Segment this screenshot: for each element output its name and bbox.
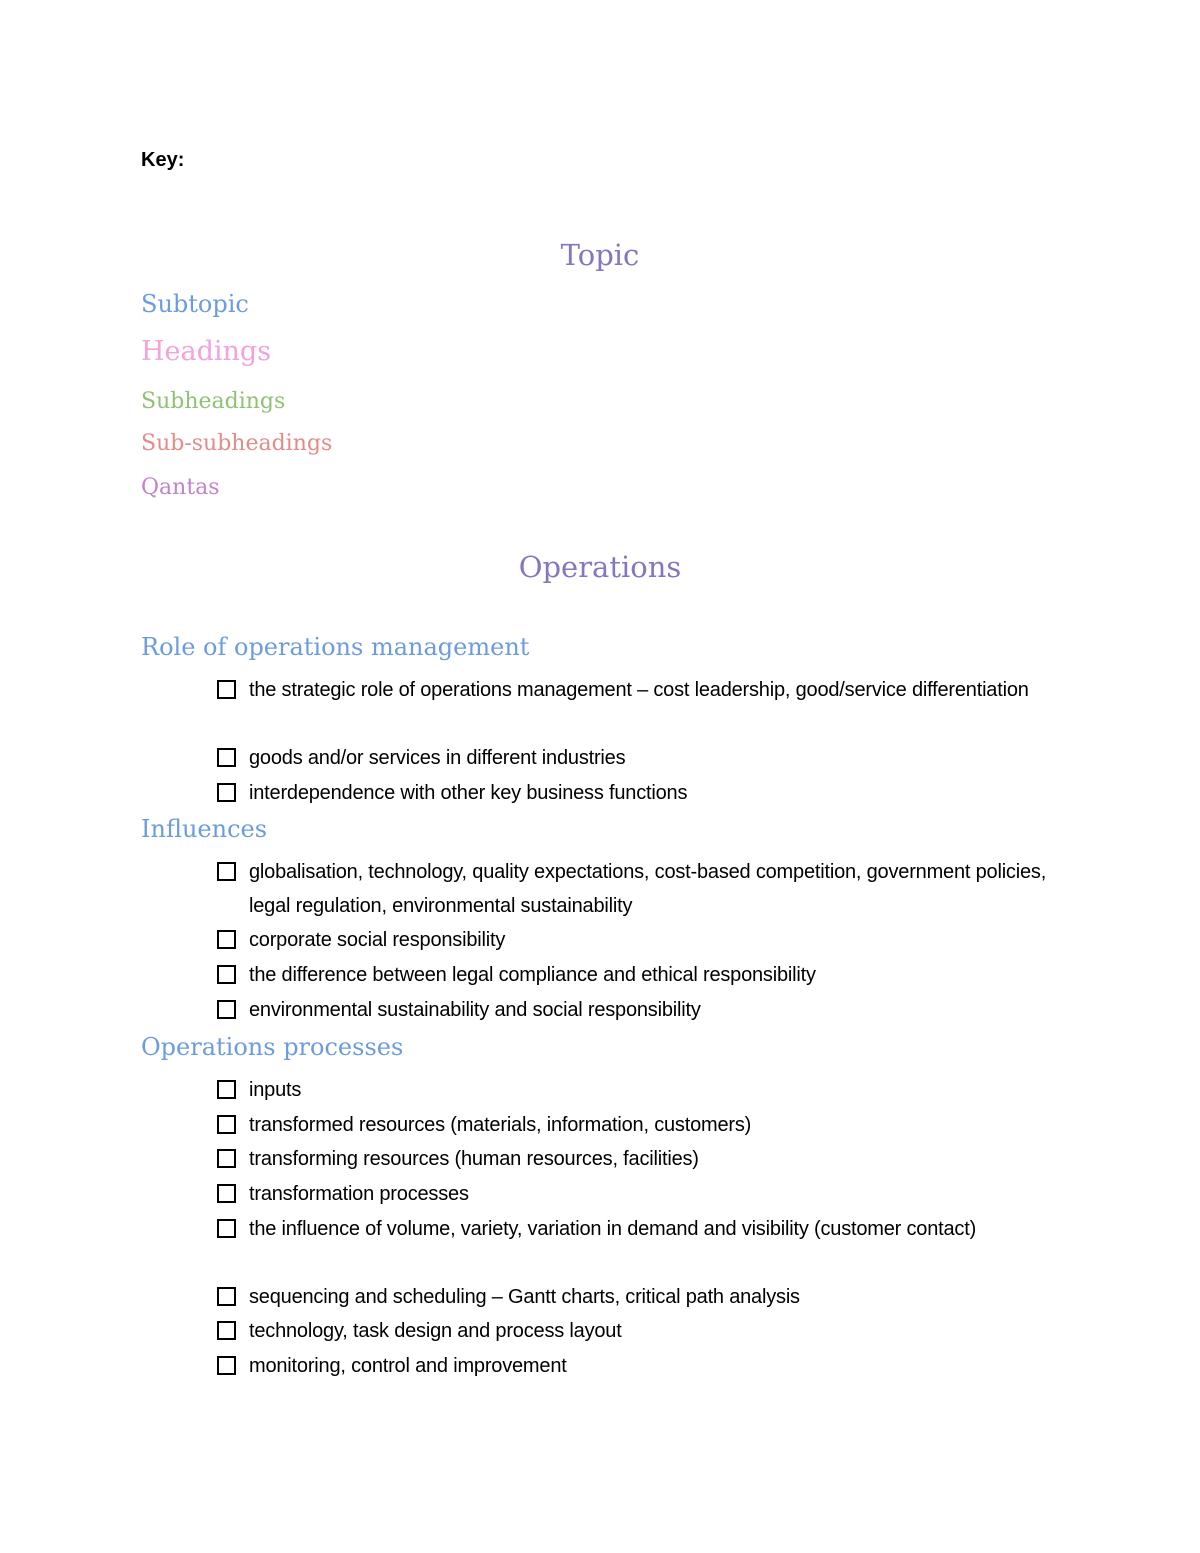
- checkbox-icon[interactable]: [217, 1321, 236, 1340]
- legend-subtopic: Subtopic: [141, 290, 249, 318]
- checklist-item-text: inputs: [249, 1079, 302, 1101]
- checklist-item-text: technology, task design and process layout: [249, 1320, 622, 1342]
- subtopic-heading: Role of operations management: [141, 633, 530, 661]
- checklist-item[interactable]: [215, 1142, 1075, 1176]
- checkbox-icon[interactable]: [217, 1219, 236, 1238]
- checklist-item[interactable]: [215, 1280, 1075, 1314]
- key-label: Key:: [141, 149, 185, 171]
- checkbox-icon[interactable]: [217, 1000, 236, 1019]
- checklist-item[interactable]: [215, 741, 1075, 775]
- checkbox-icon[interactable]: [217, 1287, 236, 1306]
- checklist-item-text: interdependence with other key business functions: [249, 782, 688, 804]
- legend-subheadings: Subheadings: [141, 389, 286, 414]
- legend-qantas: Qantas: [141, 475, 220, 500]
- checklist-item-text: monitoring, control and improvement: [249, 1355, 567, 1377]
- checklist-item-text: globalisation, technology, quality expectations, cost-based competition, government policies, legal regulation, environmental sustainability: [249, 861, 1047, 917]
- checkbox-icon[interactable]: [217, 748, 236, 767]
- subtopic-heading: Operations processes: [141, 1033, 404, 1061]
- checkbox-icon[interactable]: [217, 680, 236, 699]
- checklist-item-text: goods and/or services in different industries: [249, 747, 626, 769]
- checklist-item[interactable]: [215, 855, 1075, 923]
- checklist-item-text: the strategic role of operations management – cost leadership, good/service differentiation: [249, 679, 1029, 701]
- checkbox-icon[interactable]: [217, 862, 236, 881]
- checkbox-icon[interactable]: [217, 1356, 236, 1375]
- checklist-item[interactable]: [215, 776, 1075, 810]
- checkbox-icon[interactable]: [217, 1184, 236, 1203]
- checklist-item[interactable]: [215, 1108, 1075, 1142]
- checklist-item-text: transforming resources (human resources, facilities): [249, 1148, 699, 1170]
- topic-title: Operations: [518, 550, 682, 584]
- checklist-item-text: environmental sustainability and social responsibility: [249, 999, 701, 1021]
- checkbox-icon[interactable]: [217, 930, 236, 949]
- checklist-item[interactable]: [215, 1177, 1075, 1211]
- checklist-item[interactable]: [215, 1073, 1075, 1107]
- legend-topic: Topic: [560, 238, 640, 272]
- checklist-item[interactable]: [215, 958, 1075, 992]
- checklist-item[interactable]: [215, 673, 1075, 707]
- checklist-item-text: transformed resources (materials, information, customers): [249, 1114, 752, 1136]
- checklist-item[interactable]: [215, 923, 1075, 957]
- legend-sub-subheadings: Sub-subheadings: [141, 431, 333, 456]
- checklist-item-text: the difference between legal compliance and ethical responsibility: [249, 964, 816, 986]
- checklist-item[interactable]: [215, 1349, 1075, 1383]
- subtopic-heading: Influences: [141, 815, 268, 843]
- legend-headings: Headings: [141, 336, 272, 367]
- checkbox-icon[interactable]: [217, 965, 236, 984]
- checklist-item-text: the influence of volume, variety, variation in demand and visibility (customer contact): [249, 1218, 977, 1240]
- checklist-item[interactable]: [215, 1212, 1075, 1246]
- checkbox-icon[interactable]: [217, 1080, 236, 1099]
- checklist-item-text: corporate social responsibility: [249, 929, 506, 951]
- checkbox-icon[interactable]: [217, 1115, 236, 1134]
- checkbox-icon[interactable]: [217, 1149, 236, 1168]
- checklist-item[interactable]: [215, 993, 1075, 1027]
- checklist-item-text: sequencing and scheduling – Gantt charts, critical path analysis: [249, 1286, 800, 1308]
- checklist-item-text: transformation processes: [249, 1183, 469, 1205]
- checkbox-icon[interactable]: [217, 783, 236, 802]
- checklist-item[interactable]: [215, 1314, 1075, 1348]
